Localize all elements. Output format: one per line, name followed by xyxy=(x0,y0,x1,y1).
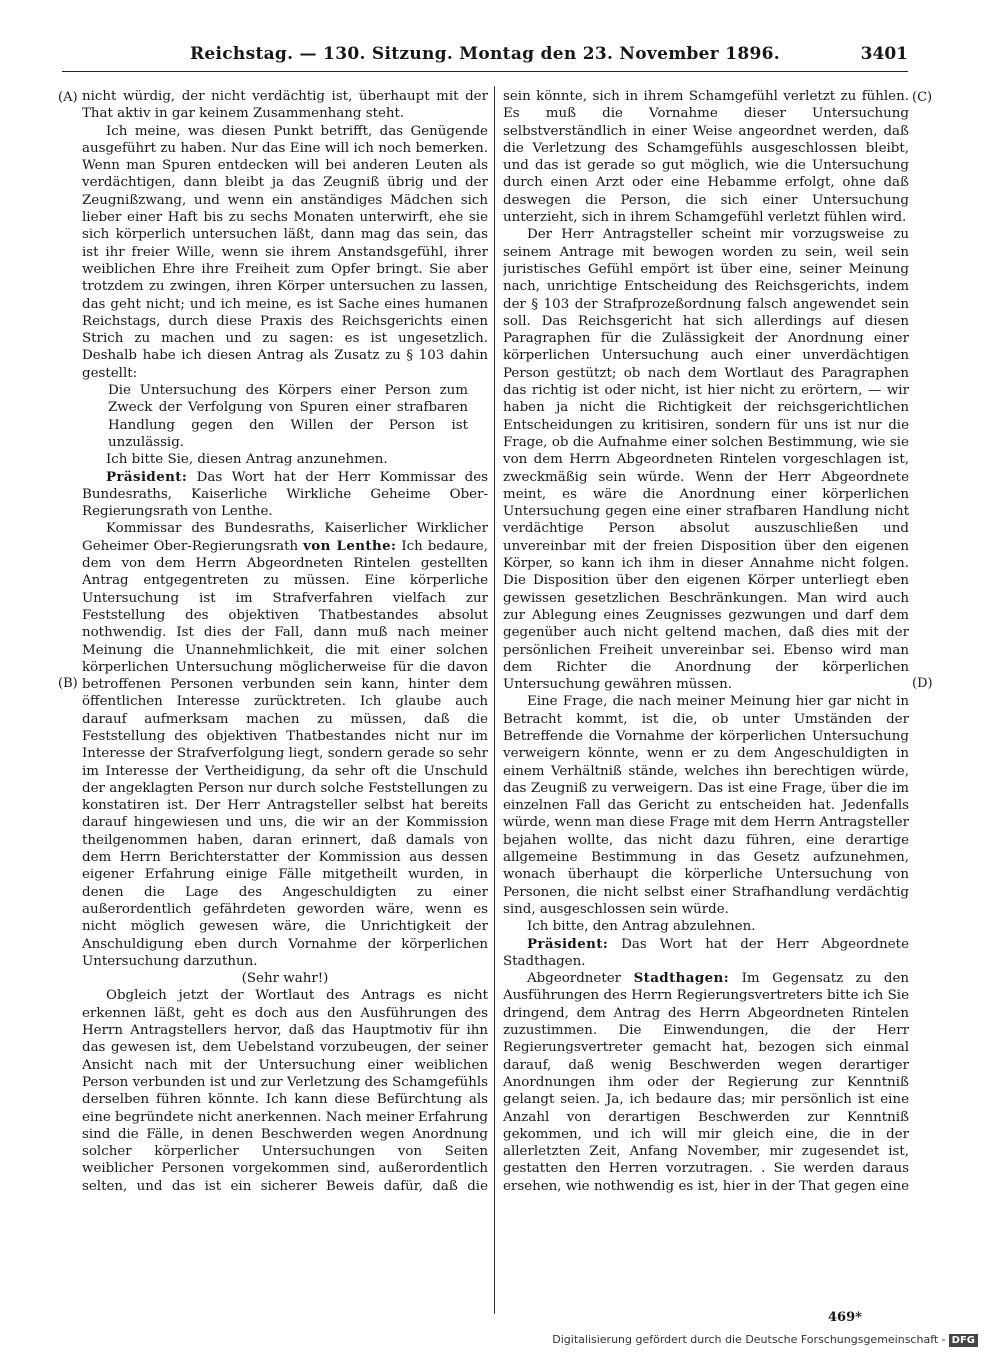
footer-text: Digitalisierung gefördert durch die Deutsche Forschungsgemeinschaft - xyxy=(552,1333,946,1346)
speech-text: Im Gegensatz zu den Ausführungen des Herrn Regierungsvertreters bitte ich Sie dringend, dem Antrag des Herrn Abgeordneten Rintelen zuzustimmen. Die Einwendungen, die der Herr Regierungsvertreter gemacht hat, bezogen sich einmal darauf, daß wenig Beschwerden wegen derartiger Anordnungen ihm oder der Regierung zur Kenntniß gelangt seien. Ja, ich bedaure das; mir persönlich ist eine Anzahl von derartigen Beschwerden zur Kenntniß gekommen, und ich will mir gleich eine, die in der allerletzten Zeit, Anfang November, mir zugesendet ist, gestatten den Herren vorzutragen. . Sie werden daraus ersehen, wie nothwendig es ist, hier in der That gegen eine xyxy=(503,971,909,1194)
speaker-title: Kommissar des Bundesraths, Kaiserlicher Wirklicher Geheimer Ober-Regierungsrath xyxy=(82,521,488,554)
paragraph: Ich bitte Sie, diesen Antrag anzunehmen. xyxy=(106,452,388,468)
speech-text: Ich bedaure, dem von dem Herrn Abgeordneten Rintelen gestellten Antrag entgegentreten zu müssen. Eine körperliche Untersuchung ist im Strafverfahren vielfach zur Feststellung des objektiven Thatbestandes absolut nothwendig. Ist dies der Fall, dann muß nach meiner Meinung die Unannehmlichkeit, die mit einer solchen körperlichen Untersuchung möglicherweise für die davon betroffenen Personen verbunden sein kann, hinter dem öffentlichen Interesse zurücktreten. Ich glaube auch darauf aufmerksam machen zu müssen, daß die Feststellung des objektiven Thatbestandes nicht nur im Interesse der Strafverfolgung liegt, sondern gerade so sehr im Interesse der Vertheidigung, da sehr oft die Unschuld der angeklagten Person nur durch solche Feststellungen zu konstatiren ist. Der Herr Antragsteller selbst hat bereits darauf hingewiesen und uns, die wir an der Kommission theilgenommen haben, daran erinnert, daß damals von dem Herrn Berichterstatter der Kommission aus dessen eigener Erfahrung einige Fälle mitgetheilt wurden, in denen die Lage des Angeschuldigten zu einer außerordentlich gefährdeten geworden wäre, wenn es nicht möglich gewesen wäre, die Unrichtigkeit der Anschuldigung eben durch Vornahme der körperlichen Untersuchung darzuthun. xyxy=(82,538,488,969)
interjection: (Sehr wahr!) xyxy=(241,971,329,987)
paragraph: Obgleich jetzt der Wortlaut des Antrags es nicht erkennen läßt, geht es doch aus den Ausführungen des Herrn Antragstellers hervor, daß das Hauptmotiv für ihn das gewesen ist, dem Uebelstand vorzubeugen, der seiner Ansicht nach mit der Untersuchung einer weiblichen Person verbunden ist und zur Verletzung des Schamgefühls derselben führen könnte. Ich kann diese Befürchtung als eine begründete nicht anerkennen. Nach meiner Erfahrung sind die Fälle, in denen Beschwerden wegen Anordnung solcher körperlicher Untersuchungen von Seiten weiblicher Personen vorgekommen sind, außerordentlich selten, und das ist ein sicherer Beweis dafür, daß die xyxy=(82,988,488,1194)
speaker-paragraph xyxy=(82,469,488,521)
left-column xyxy=(82,88,488,1194)
dfg-logo: DFG xyxy=(949,1334,978,1347)
speaker-paragraph xyxy=(503,970,909,1194)
running-title: Reichstag. — 130. Sitzung. Montag den 23. November 1896. xyxy=(189,44,781,64)
margin-letter-a: (A) xyxy=(58,90,78,105)
paragraph: Ich bitte, den Antrag abzulehnen. xyxy=(527,919,756,935)
paragraph: sein könnte, sich in ihrem Schamgefühl verletzt zu fühlen. Es muß die Vornahme dieser Untersuchung selbstverständlich in einer Weise angeordnet werden, daß die Verletzung des Schamgefühls ausgeschlossen bleibt, und das ist gerade so gut möglich, wie die Untersuchung durch einen Arzt oder eine Hebamme erfolgt, ohne daß deswegen die Person, die sich einer Untersuchung unterzieht, sich in ihrem Schamgefühl verletzt fühlen wird. xyxy=(503,89,909,226)
speaker-name: Stadthagen: xyxy=(633,970,730,987)
header-rule xyxy=(62,71,908,72)
speaker-name: Präsident: xyxy=(527,935,609,952)
paragraph: Ich meine, was diesen Punkt betrifft, das Genügende ausgeführt zu haben. Nur das Eine will ich noch bemerken. Wenn man Spuren entdecken will bei anderen Leuten als verdächtigen, dann bleibt ja das Zeugniß übrig und der Zeugnißzwang, und wenn ein anständiges Mädchen sich lieber einer Haft bis zu sechs Monaten unterwirft, ehe sie sich körperlich untersuchen läßt, dann mag das sein, das ist ihr freier Wille, wenn sie ihrem Anstandsgefühl, ihrer weiblichen Ehre ihre Freiheit zum Opfer bringt. Sie aber trotzdem zu zwingen, ihren Körper untersuchen zu lassen, das geht nicht; und ich meine, es ist Sache eines humanen Reichstags, durch diese Praxis des Reichsgerichts einen Strich zu machen und zu sagen: es ist ungesetzlich. Deshalb habe ich diesen Antrag als Zusatz zu § 103 dahin gestellt: xyxy=(82,123,488,381)
speaker-title: Abgeordneter xyxy=(527,971,622,987)
speaker-paragraph xyxy=(82,520,488,970)
speaker-name: von Lenthe: xyxy=(303,537,397,554)
margin-letter-c: (C) xyxy=(912,90,933,105)
paragraph: nicht würdig, der nicht verdächtig ist, überhaupt mit der That aktiv in gar keinem Zusammenhang steht. xyxy=(82,89,488,122)
sheet-signature: 469* xyxy=(828,1310,862,1325)
speech-text: Das Wort hat der Herr Kommissar des Bundesraths, Kaiserliche Wirkliche Geheime Ober-Regierungsrath von Lenthe. xyxy=(82,469,488,520)
digitization-footer xyxy=(552,1333,978,1347)
speaker-paragraph xyxy=(503,936,909,971)
margin-letter-d: (D) xyxy=(912,676,933,691)
quoted-amendment: Die Untersuchung des Körpers einer Person zum Zweck der Verfolgung von Spuren einer strafbaren Handlung gegen den Willen der Person ist unzulässig. xyxy=(108,383,468,450)
right-column xyxy=(503,88,909,1194)
column-divider xyxy=(494,86,495,1314)
page-header xyxy=(62,44,908,72)
speech-text: Das Wort hat der Herr Abgeordnete Stadthagen. xyxy=(503,936,909,969)
paragraph: Der Herr Antragsteller scheint mir vorzugsweise zu seinem Antrage mit bewogen worden zu sein, weil sein juristisches Gefühl empört ist über eine, seiner Meinung nach, unrichtige Entscheidung des Reichsgerichts, indem der § 103 der Strafprozeßordnung falsch angewendet sein soll. Das Reichsgericht hat sich allerdings auf diesen Paragraphen für die Zulässigkeit der Anordnung einer körperlichen Untersuchung auch einer unverdächtigen Person gestützt; ob nach dem Wortlaut des Paragraphen das richtig ist oder nicht, ist hier nicht zu erörtern, — wir haben ja nicht die Richtigkeit der reichsgerichtlichen Entscheidungen zu kritisiren, sondern für uns ist nur die Frage, ob die Aufnahme einer solchen Bestimmung, wie sie von dem Herrn Abgeordneten Rintelen vorgeschlagen ist, zweckmäßig sein würde. Wenn der Herr Abgeordnete meint, es wäre die Anordnung einer körperlichen Untersuchung gegen eine einer strafbaren Handlung nicht verdächtige Person absolut auszuschließen und unvereinbar mit der freien Disposition über den eigenen Körper, so kann ich ihm in dieser Annahme nicht folgen. Die Disposition über den eigenen Körper unterliegt eben gewissen gesetzlichen Beschränkungen. Man wird auch zur Ablegung eines Zeugnisses gezwungen und darf dem gegenüber auch nicht geltend machen, daß dies mit der persönlichen Freiheit unvereinbar sei. Ebenso wird man dem Richter die Anordnung der körperlichen Untersuchung gewähren müssen. xyxy=(503,227,909,693)
margin-letter-b: (B) xyxy=(58,676,78,691)
speaker-name: Präsident: xyxy=(106,468,188,485)
page-number: 3401 xyxy=(860,44,908,64)
paragraph: Eine Frage, die nach meiner Meinung hier gar nicht in Betracht kommt, ist die, ob unter Umständen der Betreffende die Vornahme der körperlichen Untersuchung verweigern könnte, wenn er zu dem Angeschuldigten in einem Verhältniß stände, welches ihn berechtigen würde, das Zeugniß zu verweigern. Das ist eine Frage, über die im einzelnen Fall das Gericht zu entscheiden hat. Jedenfalls würde, wenn man diese Frage mit dem Herrn Antragsteller bejahen wollte, das nicht dazu führen, eine derartige allgemeine Bestimmung in das Gesetz aufzunehmen, wonach überhaupt die körperliche Untersuchung von Personen, die nicht selbst einer Strafhandlung verdächtig sind, ausgeschlossen sein würde. xyxy=(503,694,909,917)
